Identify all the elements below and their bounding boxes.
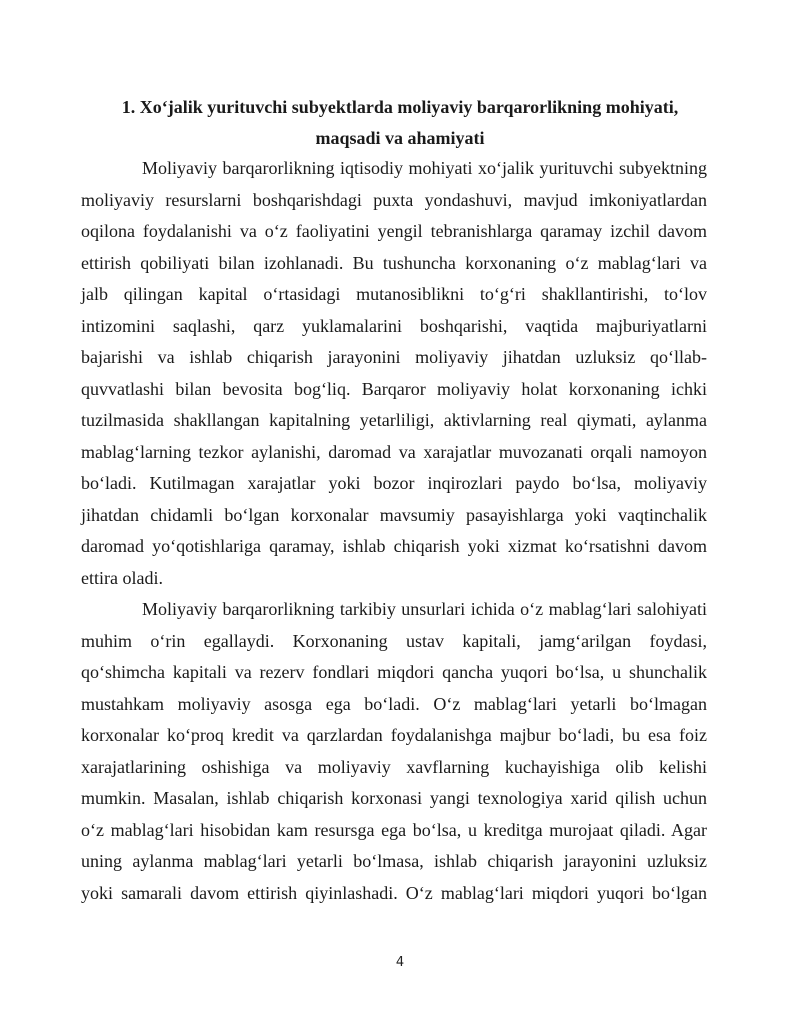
section-heading-line-2: maqsadi va ahamiyati [315, 128, 485, 148]
paragraph-1-line: intizomini saqlashi, qarz yuklamalarini boshqarishi, vaqtida majburiyatlarni [81, 316, 707, 336]
paragraph-2-line: uning aylanma mablag‘lari yetarli bo‘lmasa, ishlab chiqarish jarayonini uzluksiz [81, 851, 707, 871]
paragraph-2-line: mumkin. Masalan, ishlab chiqarish korxonasi yangi texnologiya xarid qilish uchun [81, 788, 707, 808]
paragraph-2-line: qo‘shimcha kapitali va rezerv fondlari miqdori qancha yuqori bo‘lsa, u shunchalik [81, 662, 707, 682]
paragraph-1-line: oqilona foydalanishi va o‘z faoliyatini yengil tebranishlarga qaramay izchil davom [81, 221, 707, 241]
paragraph-2-line: yoki samarali davom ettirish qiyinlashadi. O‘z mablag‘lari miqdori yuqori bo‘lgan [81, 883, 707, 903]
paragraph-1-line: Moliyaviy barqarorlikning iqtisodiy mohiyati xo‘jalik yurituvchi subyektning [142, 158, 707, 178]
paragraph-2-line: xarajatlarining oshishiga va moliyaviy xavflarning kuchayishiga olib kelishi [81, 757, 707, 777]
paragraph-2-line: Moliyaviy barqarorlikning tarkibiy unsurlari ichida o‘z mablag‘lari salohiyati [142, 599, 707, 619]
paragraph-1-line: ettirish qobiliyati bilan izohlanadi. Bu tushuncha korxonaning o‘z mablag‘lari va [81, 253, 707, 273]
paragraph-1-line: mablag‘larning tezkor aylanishi, daromad va xarajatlar muvozanati orqali namoyon [81, 442, 707, 462]
paragraph-1-line: bo‘ladi. Kutilmagan xarajatlar yoki bozor inqirozlari paydo bo‘lsa, moliyaviy [81, 473, 707, 493]
paragraph-1-line: quvvatlashi bilan bevosita bog‘liq. Barqaror moliyaviy holat korxonaning ichki [81, 379, 707, 399]
page-number: 4 [395, 955, 405, 970]
paragraph-1-line: daromad yo‘qotishlariga qaramay, ishlab chiqarish yoki xizmat ko‘rsatishni davom [81, 536, 707, 556]
paragraph-1-line: jihatdan chidamli bo‘lgan korxonalar mavsumiy pasayishlarga yoki vaqtinchalik [81, 505, 707, 525]
paragraph-2-line: mustahkam moliyaviy asosga ega bo‘ladi. O‘z mablag‘lari yetarli bo‘lmagan [81, 694, 707, 714]
paragraph-1-line: jalb qilingan kapital o‘rtasidagi mutanosiblikni to‘g‘ri shakllantirishi, to‘lov [81, 284, 707, 304]
paragraph-1-line: moliyaviy resurslarni boshqarishdagi puxta yondashuvi, mavjud imkoniyatlardan [81, 190, 707, 210]
section-heading-line-1: 1. Xo‘jalik yurituvchi subyektlarda moliyaviy barqarorlikning mohiyati, [121, 97, 679, 117]
paragraph-2-line: korxonalar ko‘proq kredit va qarzlardan foydalanishga majbur bo‘ladi, bu esa foiz [81, 725, 707, 745]
paragraph-1-line: ettira oladi. [81, 568, 163, 588]
paragraph-1-line: tuzilmasida shakllangan kapitalning yetarliligi, aktivlarning real qiymati, aylanma [81, 410, 707, 430]
paragraph-1-line: bajarishi va ishlab chiqarish jarayonini moliyaviy jihatdan uzluksiz qo‘llab- [81, 347, 707, 367]
paragraph-2-line: muhim o‘rin egallaydi. Korxonaning ustav kapitali, jamg‘arilgan foydasi, [81, 631, 707, 651]
paragraph-2-line: o‘z mablag‘lari hisobidan kam resursga ega bo‘lsa, u kreditga murojaat qiladi. Agar [81, 820, 707, 840]
